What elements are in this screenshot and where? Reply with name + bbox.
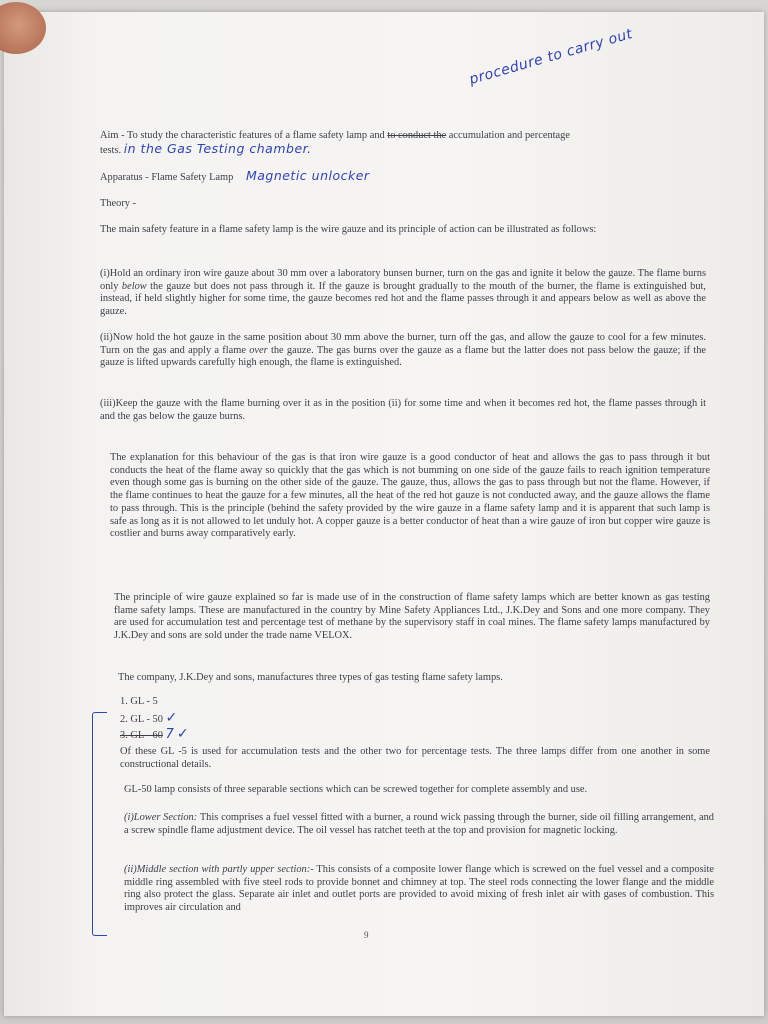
para-ii-emphasis: over xyxy=(249,344,268,356)
para-iii-text: (iii)Keep the gauze with the flame burning over it as in the position (ii) for some time and when it becomes red hot, the flame passes through it and the gas below the gauze burns. xyxy=(100,398,706,422)
lamp-list-item xyxy=(120,712,178,727)
paragraph-iii xyxy=(100,398,706,423)
para-ii-text-2: the gauze. The gas burns over the gauze as a flame but the latter does not pass below the gauze; if the gauze is lifted upwards carefully high enough, the flame is extinguished. xyxy=(100,344,706,369)
lamp-label: 2. GL - 50 xyxy=(120,714,163,725)
apparatus-text: Flame Safety Lamp xyxy=(151,172,234,183)
para-i-emphasis: below xyxy=(121,280,147,292)
handwritten-bracket xyxy=(92,712,107,936)
gl50-text: GL-50 lamp consists of three separable sections which can be screwed together for complete assembly and use. xyxy=(124,784,588,795)
aim xyxy=(100,130,706,157)
apparatus-label: Apparatus - xyxy=(100,172,152,183)
lower-section-paragraph xyxy=(124,812,714,837)
apparatus-handwritten: Magnetic unlocker xyxy=(245,168,370,183)
middle-section-text: This consists of a composite lower flange which is screwed on the fuel vessel and a composite middle ring assembled with five steel rods to provide bonnet and chimney at top. The steel rods connecting the lower flange and the middle ring also protect the glass. Separate air inlet and outlet ports are provided to avoid mixing of fresh inlet air with gases of combustion. This improves air circulation and xyxy=(124,864,715,914)
para-i-text-2: the gauze but does not pass through it. If the gauze is brought gradually to the mouth of the burner, the flame is extinguished but, instead, if held slightly higher for some time, the gauze becomes red hot and the flame passes through it and appears below as well as above the gauze. xyxy=(100,280,706,318)
aim-struck-text: to conduct the xyxy=(387,130,447,141)
lamp-list-item: 1. GL - 5 xyxy=(120,696,158,707)
principle-paragraph xyxy=(114,592,710,643)
theory-label: Theory - xyxy=(100,198,137,209)
aim-text-1: To study the characteristic features of a flame safety lamp and xyxy=(126,130,388,141)
explanation-text: The explanation for this behaviour of the gas is that iron wire gauze is a good conductor of heat and allows the gas to pass through it but conducts the heat of the flame away so quickly that the gas which is not bumming on one side of the gauze fails to reach ignition temperature even though some gas is burning on the other side of the gauze. The gauze, thus, allows the gas to pass through but not the flame. However, if the flame continues to heat the gauze for a few minutes, all the heat of the red hot gauze is not conducted away, and the gauze allows the flame to pass through. This is the principle (behind the safety provided by the wire gauze in a flame safety lamp and it is apparent that such lamp is safe as long as it is not allowed to let unduly hot. A copper gauze is a better conductor of heat than a wire gauze of iron but copper wire gauze is costlier and burns away comparatively early. xyxy=(110,452,710,540)
aim-handwritten: in the Gas Testing chamber. xyxy=(123,140,312,156)
lamp-list-item xyxy=(120,728,189,743)
of-these-text: Of these GL -5 is used for accumulation tests and the other two for percentage tests. The three lamps differ from one another in some constructional details. xyxy=(120,746,710,770)
aim-text-2: accumulation and percentage xyxy=(446,130,570,141)
lamp-correction: 7 xyxy=(165,727,175,742)
paragraph-i xyxy=(100,268,706,319)
aim-text-3: tests. xyxy=(100,144,122,156)
finger xyxy=(0,2,46,54)
apparatus xyxy=(100,170,706,185)
company-text: The company, J.K.Dey and sons, manufactures three types of gas testing flame safety lamps. xyxy=(118,672,503,683)
paragraph-ii xyxy=(100,332,706,370)
principle-text: The principle of wire gauze explained so far is made use of in the construction of flame safety lamps which are better known as gas testing flame safety lamps. These are manufactured in the country by Mine Safety Appliances Ltd., J.K.Dey and Sons and one more company. They are used for accumulation test and percentage test of methane by the supervisory staff in coal mines. The flame safety lamps manufactured by J.K.Dey and sons are sold under the trade name VELOX. xyxy=(114,592,710,642)
lower-section-text: This comprises a fuel vessel fitted with a burner, a round wick passing through the burner, side oil filling arrangement, and a screw spindle flame adjustment device. The oil vessel has ratchet teeth at the top and provision for magnetic locking. xyxy=(124,812,715,836)
middle-section-label: (ii)Middle section with partly upper section:- xyxy=(124,864,314,875)
intro-paragraph xyxy=(100,224,706,237)
check-mark: ✓ xyxy=(165,710,178,726)
of-these-paragraph xyxy=(120,746,710,771)
check-mark: ✓ xyxy=(176,726,190,742)
lower-section-label: (i)Lower Section: xyxy=(124,812,198,823)
para-i-text-1: (i)Hold an ordinary iron wire gauze about 30 mm over a laboratory bunsen burner, turn on the gas and ignite it below the gauze. The flame burns only xyxy=(100,268,706,292)
page-number: 9 xyxy=(364,930,369,940)
company-paragraph xyxy=(118,672,708,685)
gl50-paragraph xyxy=(124,784,710,797)
aim-label: Aim - xyxy=(100,130,127,141)
lamp-label: 3. GL - 60 xyxy=(120,730,163,741)
middle-section-paragraph xyxy=(124,864,714,915)
intro-text: The main safety feature in a flame safety lamp is the wire gauze and its principle of action can be illustrated as follows: xyxy=(100,224,597,235)
handwritten-annotation-top: procedure to carry out xyxy=(467,26,635,88)
theory-heading xyxy=(100,198,706,211)
para-ii-text-1: (ii)Now hold the hot gauze in the same position about 30 mm above the burner, turn off the gas, and allow the gauze to cool for a few minutes. Turn on the gas and apply a flame xyxy=(100,332,706,356)
explanation-paragraph xyxy=(110,452,710,541)
